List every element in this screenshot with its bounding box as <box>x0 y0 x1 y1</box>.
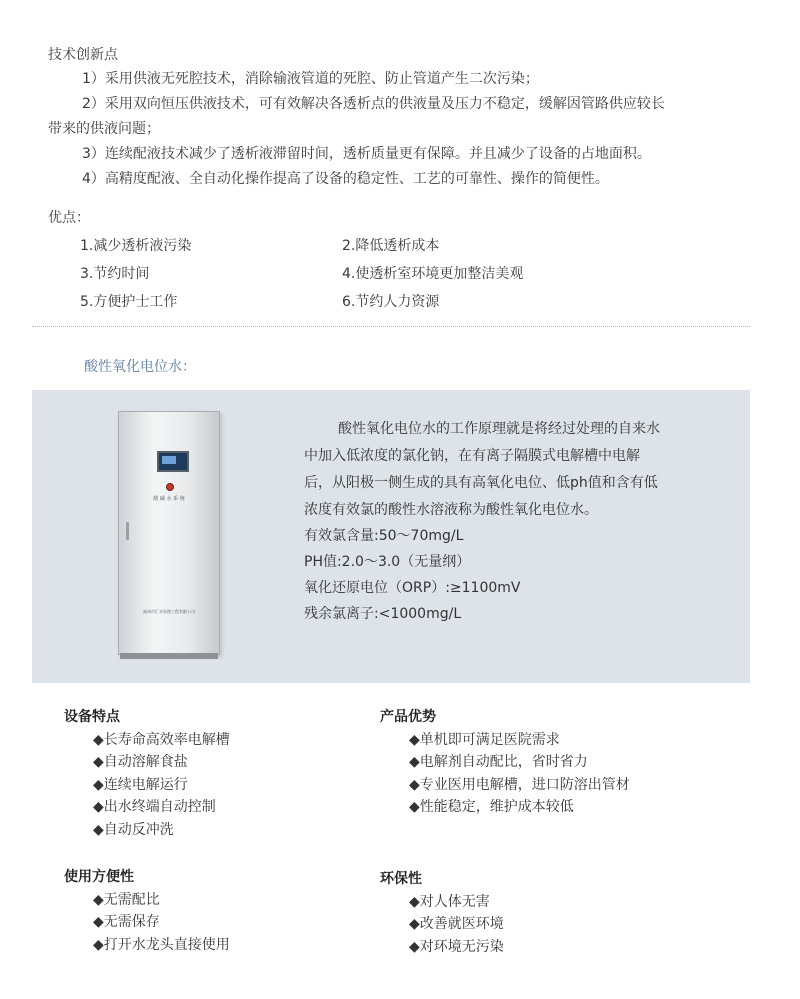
innovation-title: 技术创新点 <box>48 47 118 63</box>
acid-spec-residual-chloride: 残余氯离子:<1000mg/L <box>304 606 462 622</box>
innovation-item-1: 1）采用供液无死腔技术，消除输液管道的死腔、防止管道产生二次污染； <box>82 71 539 87</box>
acid-spec-ph: PH值:2.0～3.0（无量纲） <box>304 554 471 570</box>
acid-desc-line-1: 酸性氧化电位水的工作原理就是将经过处理的自来水 <box>338 421 660 437</box>
convenience-item-1: ◆无需配比 <box>93 892 160 908</box>
product-advantage-4: ◆性能稳定，维护成本较低 <box>409 799 574 815</box>
cabinet-company-label: 福州市汇水处理工程有限公司 <box>143 609 195 614</box>
product-advantage-3: ◆专业医用电解槽，进口防溶出管材 <box>409 777 630 793</box>
cabinet-screen <box>157 451 189 472</box>
innovation-item-3: 3）连续配液技术减少了透析液滞留时间，透析质量更有保障。并且减少了设备的占地面积。 <box>82 146 651 162</box>
acid-water-heading: 酸性氧化电位水： <box>84 359 196 375</box>
advantage-item-3: 3.节约时间 <box>80 266 150 282</box>
eco-item-3: ◆对环境无污染 <box>409 939 504 955</box>
innovation-item-2: 2）采用双向恒压供液技术，可有效解决各透析点的供液量及压力不稳定，缓解因管路供应较长 <box>82 96 665 112</box>
acid-desc-line-3: 后，从阳极一侧生成的具有高氧化电位、低ph值和含有低 <box>304 475 658 491</box>
section-divider <box>32 326 750 327</box>
eco-item-2: ◆改善就医环境 <box>409 916 504 932</box>
cabinet-base <box>120 653 218 659</box>
equipment-features-title: 设备特点 <box>64 709 120 725</box>
advantage-item-6: 6.节约人力资源 <box>342 294 440 310</box>
innovation-item-4: 4）高精度配液、全自动化操作提高了设备的稳定性、工艺的可靠性、操作的简便性。 <box>82 171 609 187</box>
advantage-item-2: 2.降低透析成本 <box>342 238 440 254</box>
convenience-item-3: ◆打开水龙头直接使用 <box>93 937 230 953</box>
cabinet-indicator-light <box>166 483 174 491</box>
acid-spec-orp: 氧化还原电位（ORP）:≥1100mV <box>304 580 521 596</box>
equipment-feature-5: ◆自动反冲洗 <box>93 822 174 838</box>
advantage-item-4: 4.使透析室环境更加整洁美观 <box>342 266 524 282</box>
acid-desc-line-2: 中加入低浓度的氯化钠，在有离子隔膜式电解槽中电解 <box>304 448 640 464</box>
cabinet-label: 酸 碱 水 系 统 <box>153 496 185 502</box>
equipment-feature-3: ◆连续电解运行 <box>93 777 188 793</box>
product-advantage-2: ◆电解剂自动配比，省时省力 <box>409 754 588 770</box>
eco-title: 环保性 <box>380 871 422 887</box>
electrolysis-cabinet-image <box>118 411 220 655</box>
product-advantages-title: 产品优势 <box>380 709 436 725</box>
product-advantage-1: ◆单机即可满足医院需求 <box>409 732 560 748</box>
equipment-feature-1: ◆长寿命高效率电解槽 <box>93 732 230 748</box>
convenience-item-2: ◆无需保存 <box>93 914 160 930</box>
innovation-item-2-cont: 带来的供液问题； <box>48 121 160 137</box>
convenience-title: 使用方便性 <box>64 869 134 885</box>
advantage-item-5: 5.方便护士工作 <box>80 294 178 310</box>
equipment-feature-4: ◆出水终端自动控制 <box>93 799 216 815</box>
eco-item-1: ◆对人体无害 <box>409 894 490 910</box>
equipment-feature-2: ◆自动溶解食盐 <box>93 754 188 770</box>
acid-desc-line-4: 浓度有效氯的酸性水溶液称为酸性氧化电位水。 <box>304 502 598 518</box>
cabinet-handle <box>126 522 129 540</box>
acid-spec-chlorine: 有效氯含量:50～70mg/L <box>304 528 464 544</box>
advantages-title: 优点： <box>48 210 90 226</box>
advantage-item-1: 1.减少透析液污染 <box>80 238 192 254</box>
